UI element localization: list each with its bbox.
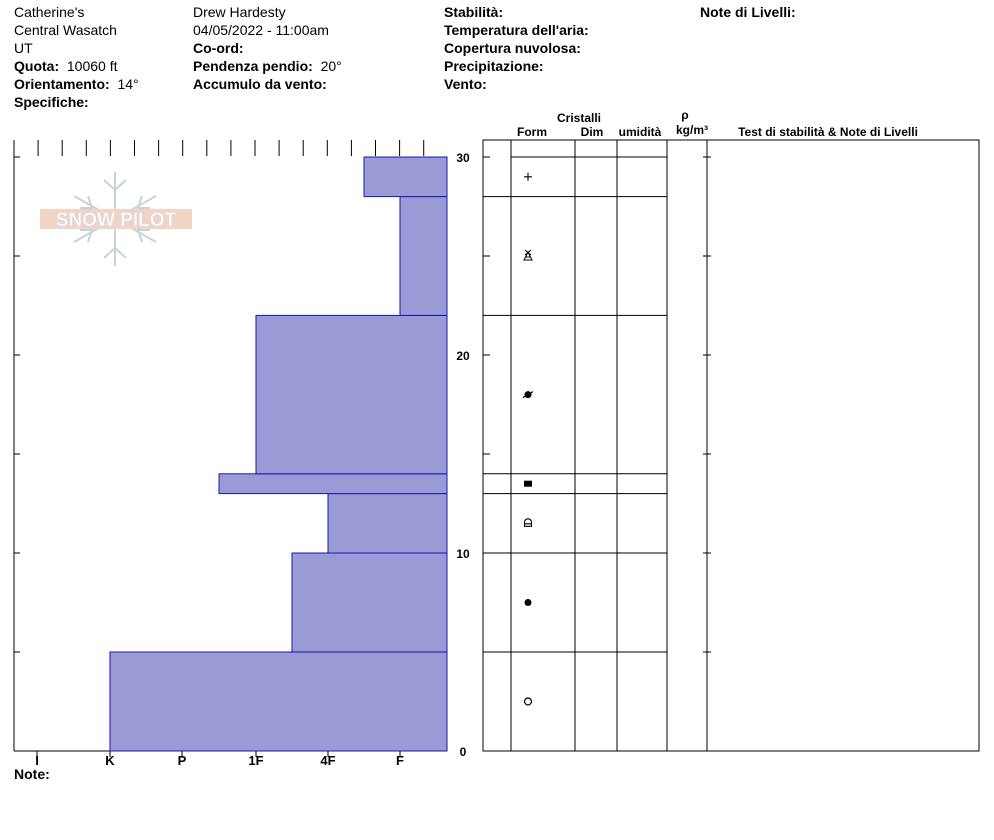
quota-value: 10060 ft <box>66 58 118 74</box>
grain-circle-open-icon <box>525 698 532 705</box>
hardness-bars <box>110 157 447 751</box>
grain-plus-icon <box>524 173 532 181</box>
hardness-bar-1 <box>292 553 447 652</box>
umidita-header: umidità <box>618 125 662 139</box>
layer-table <box>483 140 979 751</box>
state-name: UT <box>14 40 33 56</box>
profile-top-ticks <box>14 140 424 156</box>
depth-label-30: 30 <box>456 151 470 165</box>
grain-square-icon <box>524 481 532 487</box>
quota-label: Quota: <box>14 58 60 74</box>
hardness-label-4F: 4F <box>320 753 336 768</box>
hardness-bar-3 <box>219 474 447 494</box>
logo-text: SNOW PILOT <box>55 210 177 231</box>
hardness-label-1F: 1F <box>248 753 264 768</box>
observation-datetime: 04/05/2022 - 11:00am <box>193 22 329 38</box>
hardness-bar-6 <box>364 157 447 197</box>
table-frame <box>483 140 979 751</box>
stability-header: Test di stabilità & Note di Livelli <box>738 125 918 139</box>
depth-label-20: 20 <box>456 349 470 363</box>
hardness-labels <box>35 751 404 768</box>
precipitazione-label: Precipitazione: <box>444 58 544 74</box>
depth-label-10: 10 <box>456 547 470 561</box>
hardness-bar-5 <box>400 197 447 316</box>
temperatura-label: Temperatura dell'aria: <box>444 22 589 38</box>
location-name: Catherine's <box>14 4 85 20</box>
stabilita-label: Stabilità: <box>444 4 504 20</box>
form-header: Form <box>517 125 547 139</box>
hardness-label-K: K <box>105 753 115 768</box>
grain-dot-icon <box>525 599 532 606</box>
depth-label-0: 0 <box>459 745 467 759</box>
grain-symbols <box>523 173 533 705</box>
pendenza-label: Pendenza pendio: <box>193 58 313 74</box>
hardness-label-I: I <box>35 753 39 768</box>
grain-decomposing-icon <box>524 252 532 260</box>
note-label: Note: <box>14 766 50 782</box>
table-ticks <box>483 157 711 751</box>
snowpilot-logo <box>40 172 192 266</box>
grain-faceted-rounded-icon <box>525 519 532 526</box>
orientamento-value: 14° <box>117 76 139 92</box>
dim-header: Dim <box>580 125 604 139</box>
orientamento-label: Orientamento: <box>14 76 110 92</box>
profile-left-ticks <box>14 157 20 751</box>
grain-decomposing-icon-star <box>525 250 531 255</box>
coord-label: Co-ord: <box>193 40 244 56</box>
hardness-label-P: P <box>177 753 187 768</box>
hardness-bar-4 <box>256 315 447 473</box>
pendenza-value: 20° <box>320 58 342 74</box>
observer-name: Drew Hardesty <box>193 4 286 20</box>
vento-label: Vento: <box>444 76 487 92</box>
density-unit-header: kg/m³ <box>675 123 709 137</box>
hardness-bar-2 <box>328 494 447 553</box>
copertura-label: Copertura nuvolosa: <box>444 40 581 56</box>
specifiche-label: Specifiche: <box>14 94 89 110</box>
accumulo-label: Accumulo da vento: <box>193 76 327 92</box>
cristalli-header: Cristalli <box>556 111 602 125</box>
note-livelli-label: Note di Livelli: <box>700 4 796 20</box>
depth-labels <box>456 151 470 759</box>
hardness-label-F: F <box>396 753 404 768</box>
rho-header: ρ <box>681 108 689 122</box>
range-name: Central Wasatch <box>14 22 117 38</box>
hardness-bar-0 <box>110 652 447 751</box>
